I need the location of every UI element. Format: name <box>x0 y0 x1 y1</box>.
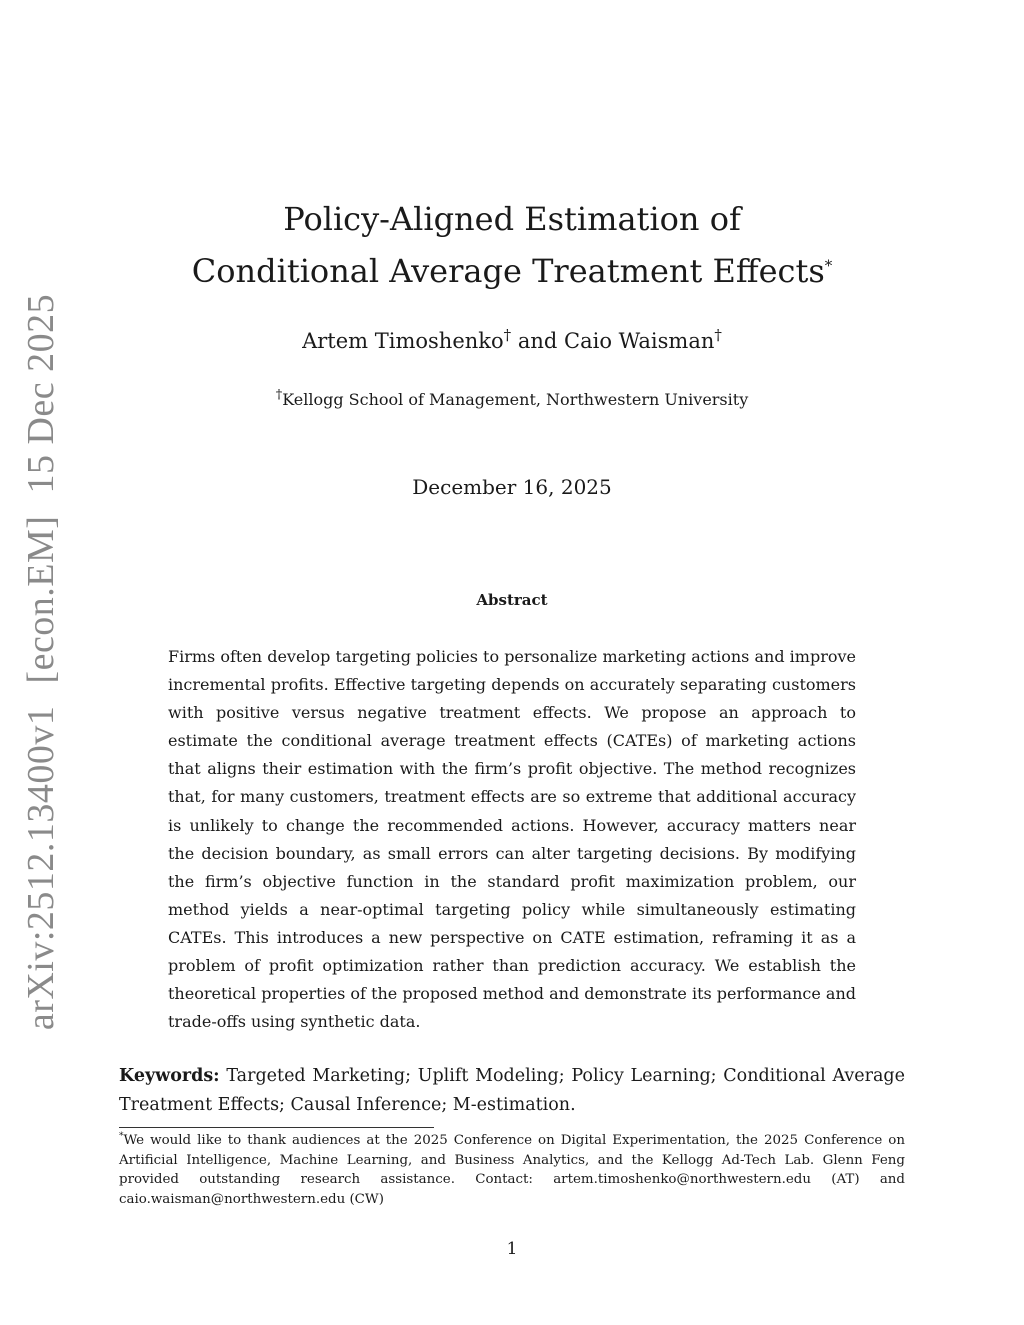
keywords-text: Targeted Marketing; Uplift Modeling; Policy Learning; Conditional Average Treatment Effects; Causal Inference; M-estimation. <box>119 1066 905 1115</box>
author-name: Artem Timoshenko <box>302 329 504 353</box>
affiliation-mark: † <box>714 326 722 344</box>
affiliation-mark: † <box>503 326 512 344</box>
arxiv-category: [econ.EM] <box>20 515 62 684</box>
abstract-heading: Abstract <box>476 591 548 609</box>
title-footnote-mark: * <box>824 256 833 275</box>
page-number: 1 <box>506 1239 518 1259</box>
footnote-divider <box>119 1127 434 1128</box>
abstract-text: Firms often develop targeting policies to personalize marketing actions and improve incremental profits. Effective targeting depends on accurately separating customers with positive versus negative treatment effects. We propose an approach to estimate the conditional average treatment effects (CATEs) of marketing actions that aligns their estimation with the firm’s profit objective. The method recognizes that, for many customers, treatment effects are so extreme that additional accuracy is unlikely to change the recommended actions. However, accuracy matters near the decision boundary, as small errors can alter targeting decisions. By modifying the firm’s objective function in the standard profit maximization problem, our method yields a near-optimal targeting policy while simultaneously estimating CATEs. This introduces a new perspective on CATE estimation, reframing it as a problem of profit optimization rather than prediction accuracy. We establish the theoretical properties of the proposed method and demonstrate its performance and trade-offs using synthetic data. <box>168 647 856 1032</box>
paper-date: December 16, 2025 <box>412 475 612 499</box>
title-line-2: Conditional Average Treatment Effects <box>191 252 825 290</box>
title-line-1: Policy-Aligned Estimation of <box>283 200 741 238</box>
arxiv-date: 15 Dec 2025 <box>20 293 62 494</box>
affiliation-mark: † <box>275 387 283 403</box>
affiliation <box>0 387 1024 409</box>
keywords <box>119 1062 905 1120</box>
footnote-mark: * <box>119 1131 124 1142</box>
footnote-text: We would like to thank audiences at the 2025 Conference on Digital Experimentation, the 2025 Conference on Artificial Intelligence, Machine Learning, and Business Analytics, and the Kellogg Ad-Tech Lab. Glenn Feng provided outstanding research assistance. Contact: artem.timoshenko@northwestern.edu (AT) and caio.waisman@northwestern.edu (CW) <box>119 1133 905 1207</box>
author-conjunction: and <box>517 329 558 353</box>
author-list <box>0 326 1024 353</box>
keywords-label: Keywords: <box>119 1066 220 1086</box>
paper-title <box>0 193 1024 297</box>
affiliation-text: Kellogg School of Management, Northwestern University <box>282 390 749 409</box>
author-name: Caio Waisman <box>564 329 715 353</box>
arxiv-id: arXiv:2512.13400v1 <box>20 705 62 1031</box>
footnote <box>119 1131 905 1209</box>
